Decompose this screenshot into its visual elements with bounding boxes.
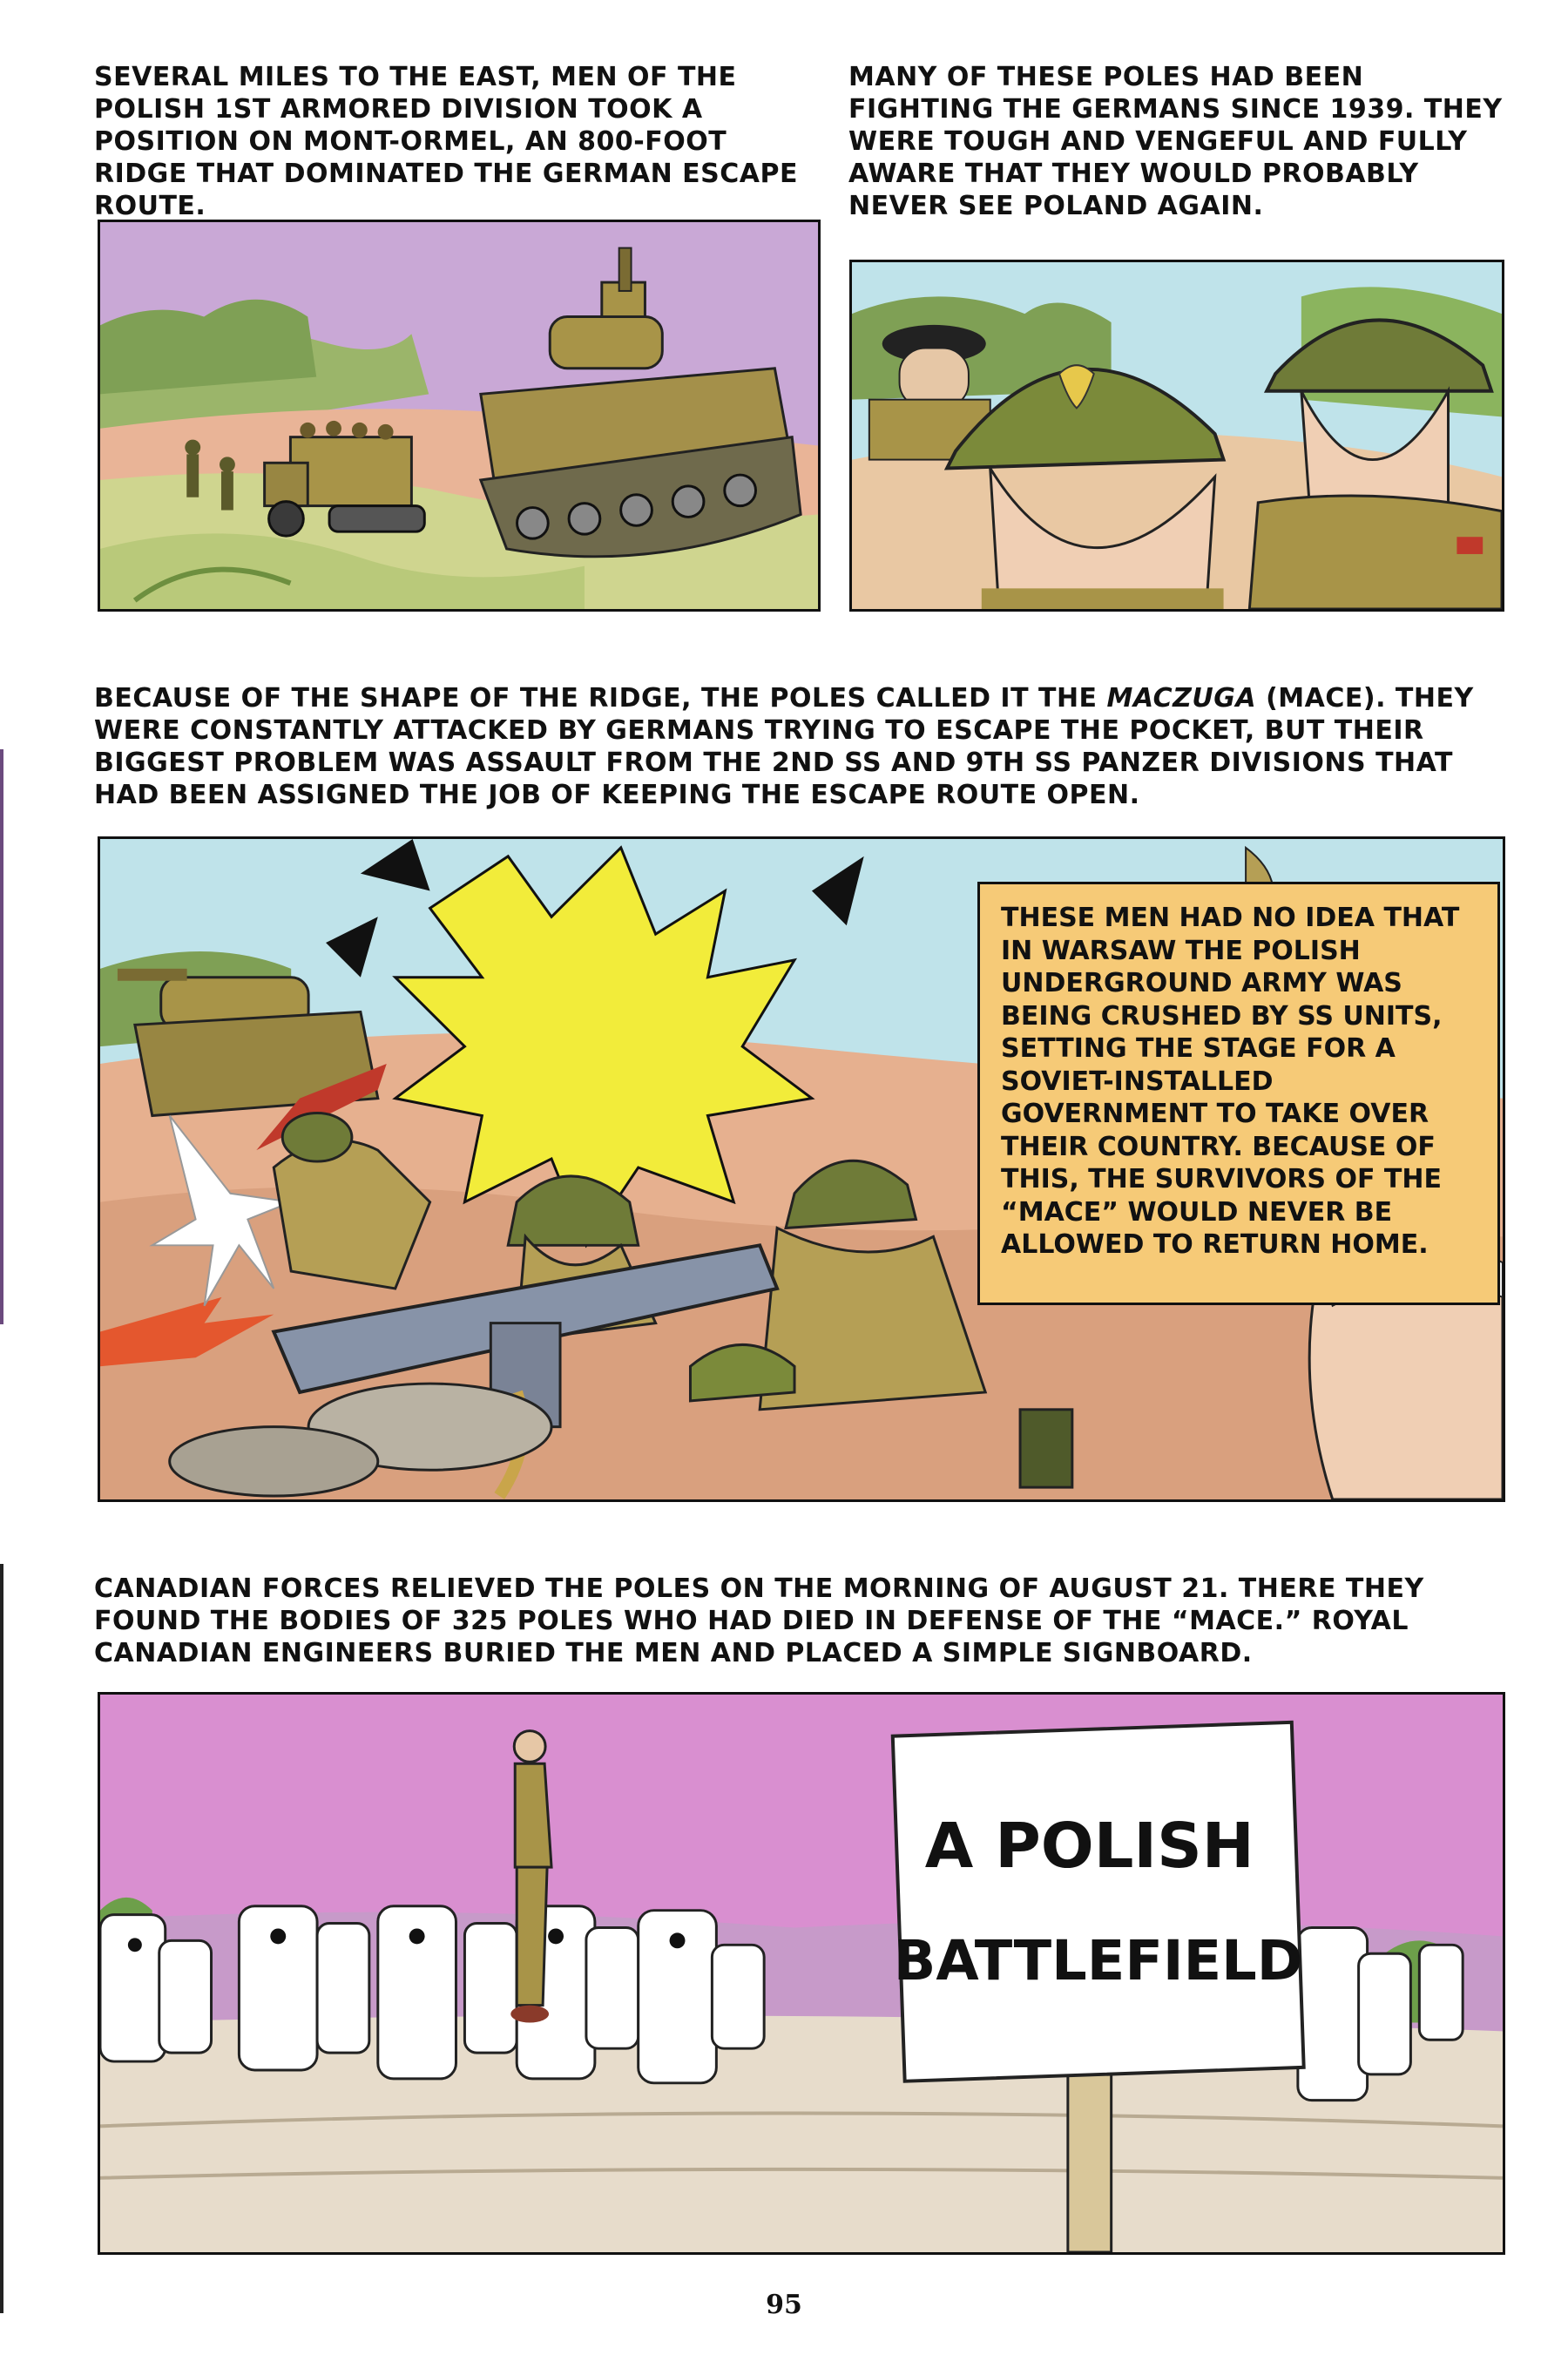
caption-maczuga-part1: BECAUSE OF THE SHAPE OF THE RIDGE, THE POLES CALLED IT THE (94, 683, 1107, 714)
callout-warsaw-note: THESE MEN HAD NO IDEA THAT IN WARSAW THE POLISH UNDERGROUND ARMY WAS BEING CRUSHED BY SS UNITS, SETTING THE STAGE FOR A SOVIET-INSTALLED GOVERNMENT TO TAKE OVER THEIR COUNTRY. BECAUSE OF THIS, THE SURVIVORS OF THE “MACE” WOULD NEVER BE ALLOWED TO RETURN HOME. (977, 882, 1500, 1305)
signboard-line2: BATTLEFIELD (893, 1928, 1303, 1993)
panel-polish-battlefield-graves (98, 1692, 1505, 2255)
caption-maczuga (94, 682, 1488, 811)
illustration-officers (852, 262, 1502, 609)
caption-canadian-relief: CANADIAN FORCES RELIEVED THE POLES ON THE MORNING OF AUGUST 21. THERE THEY FOUND THE BODIES OF 325 POLES WHO HAD DIED IN DEFENSE OF THE “MACE.” ROYAL CANADIAN ENGINEERS BURIED THE MEN AND PLACED A SIMPLE SIGNBOARD. (94, 1573, 1424, 1668)
page-edge-strip (0, 749, 3, 1324)
caption-maczuga-italic: MACZUGA (1106, 683, 1257, 714)
panel-polish-officers (849, 260, 1504, 612)
panel-tanks-on-ridge (98, 220, 821, 612)
signboard-line1: A POLISH (924, 1810, 1254, 1883)
caption-maczuga-part2: (MACE). THEY WERE CONSTANTLY ATTACKED BY GERMANS TRYING TO ESCAPE THE POCKET, BUT THEIR BIGGEST PROBLEM WAS ASSAULT FROM THE 2ND SS AND 9TH SS PANZER DIVISIONS THAT HAD BEEN ASSIGNED THE JOB OF KEEPING THE ESCAPE ROUTE OPEN. (94, 683, 1474, 810)
caption-poles-since-1939: MANY OF THESE POLES HAD BEEN FIGHTING THE GERMANS SINCE 1939. THEY WERE TOUGH AND VENGEFUL AND FULLY AWARE THAT THEY WOULD PROBABLY NEVER SEE POLAND AGAIN. (848, 62, 1503, 221)
caption-mont-ormel: SEVERAL MILES TO THE EAST, MEN OF THE POLISH 1ST ARMORED DIVISION TOOK A POSITION ON MONT-ORMEL, AN 800-FOOT RIDGE THAT DOMINATED THE GERMAN ESCAPE ROUTE. (94, 62, 798, 221)
page-number: 95 (766, 2290, 802, 2320)
illustration-graves (100, 1695, 1503, 2252)
illustration-tanks (100, 222, 818, 609)
page-edge-strip (0, 1564, 3, 2313)
